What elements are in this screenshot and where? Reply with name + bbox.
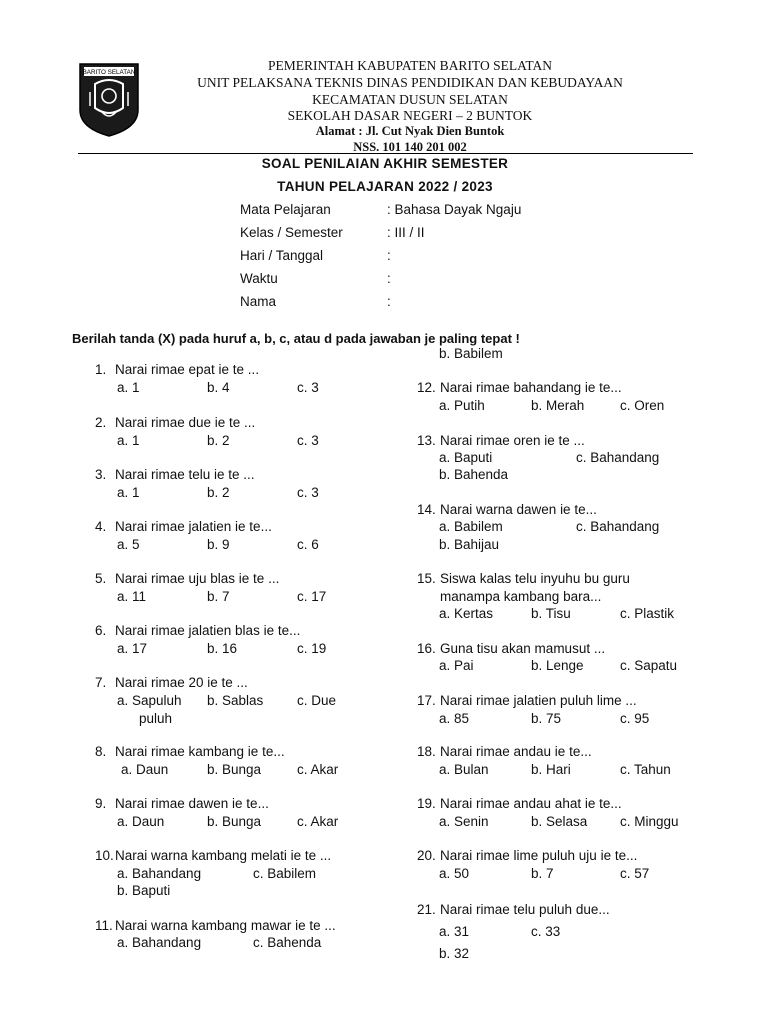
question-text: Narai rimae bahandang ie te... (440, 380, 622, 395)
header-line-4: SEKOLAH DASAR NEGERI – 2 BUNTOK (287, 108, 533, 123)
exam-year: TAHUN PELAJARAN 2022 / 2023 (277, 179, 493, 194)
option-b: b. Merah (531, 398, 585, 413)
question-text: Narai rimae kambang ie te... (115, 744, 285, 759)
question-number: 20. (417, 848, 436, 863)
question-text: Narai warna dawen ie te... (440, 502, 597, 517)
option-c: c. Akar (297, 762, 339, 777)
question-number: 21. (417, 902, 436, 917)
question-text: Narai rimae telu ie te ... (115, 467, 255, 482)
info-label-name: Nama (240, 294, 277, 309)
question-number: 8. (95, 744, 107, 759)
option-a: a. Babilem (439, 519, 503, 534)
option-b: b. 9 (207, 537, 230, 552)
option-c: c. Plastik (620, 606, 675, 621)
option-b: b. 4 (207, 380, 230, 395)
question-number: 17. (417, 693, 436, 708)
option-c: c. 6 (297, 537, 319, 552)
option-a: a. Putih (439, 398, 485, 413)
option-b: b. Bahenda (439, 467, 509, 482)
option-a: a. Sapuluh (117, 693, 182, 708)
question-text: Narai rimae jalatien ie te... (115, 519, 272, 534)
option-c: c. Sapatu (620, 658, 678, 673)
option-c: c. 3 (297, 433, 319, 448)
option-a: a. 11 (117, 589, 147, 604)
question-number: 19. (417, 796, 436, 811)
question-text: Narai warna kambang melati ie te ... (115, 848, 332, 863)
option-b: b. Bunga (207, 814, 262, 829)
option-c: c. Bahenda (253, 935, 322, 950)
question-text: Narai rimae due ie te ... (115, 415, 256, 430)
info-value-subject: : Bahasa Dayak Ngaju (387, 202, 522, 217)
option-c: c. 57 (620, 866, 650, 881)
info-label-date: Hari / Tanggal (240, 248, 324, 263)
option-a: a. 1 (117, 485, 140, 500)
option-b: b. 75 (531, 711, 562, 726)
header-address: Alamat : Jl. Cut Nyak Dien Buntok (315, 124, 505, 138)
question-text: Siswa kalas telu inyuhu bu guru (440, 571, 630, 586)
info-value-name: : (387, 294, 391, 309)
option-c: c. Bahandang (576, 519, 660, 534)
header-divider (78, 153, 693, 154)
instruction-text: Berilah tanda (X) pada huruf a, b, c, atau d pada jawaban je paling tepat ! (72, 331, 520, 346)
option-a: a. Bahandang (117, 935, 202, 950)
option-c: c. 95 (620, 711, 650, 726)
option-a: a. Daun (117, 814, 165, 829)
info-value-time: : (387, 271, 391, 286)
option-c: c. 3 (297, 380, 319, 395)
option-a: a. Daun (121, 762, 169, 777)
question-text: Narai rimae dawen ie te... (115, 796, 269, 811)
question-number: 5. (95, 571, 107, 586)
option-c: c. Minggu (620, 814, 679, 829)
question-number: 11. (95, 918, 113, 933)
option-a: a. Baputi (439, 450, 493, 465)
option-a: a. Senin (439, 814, 489, 829)
option-a: a. 5 (117, 537, 140, 552)
option-b: b. 7 (531, 866, 554, 881)
option-c: c. Bahandang (576, 450, 660, 465)
option-a: a. Kertas (439, 606, 494, 621)
option-c: c. Akar (297, 814, 339, 829)
question-text: Narai rimae andau ie te... (440, 744, 592, 759)
option-c: c. 19 (297, 641, 327, 656)
option-a: a. Bulan (439, 762, 489, 777)
question-text: Narai rimae epat ie te ... (115, 362, 260, 377)
question-number: 10. (95, 848, 114, 863)
option-b: b. Lenge (531, 658, 584, 673)
header-line-1: PEMERINTAH KABUPATEN BARITO SELATAN (268, 58, 552, 73)
option-b: b. Tisu (531, 606, 571, 621)
option-c: c. Oren (620, 398, 665, 413)
svg-text:BARITO SELATAN: BARITO SELATAN (82, 69, 136, 77)
option-b: b. 2 (207, 433, 230, 448)
option-b: b. Babilem (439, 346, 503, 361)
info-label-subject: Mata Pelajaran (240, 202, 331, 217)
option-c: c. 3 (297, 485, 319, 500)
question-text: Narai rimae jalatien blas ie te... (115, 623, 301, 638)
question-number: 14. (417, 502, 436, 517)
option-c: c. Babilem (253, 866, 317, 881)
question-number: 15. (417, 571, 436, 586)
info-value-class: : III / II (387, 225, 425, 240)
info-label-time: Waktu (240, 271, 278, 286)
option-b: b. Sablas (207, 693, 264, 708)
question-number: 13. (417, 433, 436, 448)
option-b: b. Baputi (117, 883, 171, 898)
question-text: Narai rimae andau ahat ie te... (440, 796, 622, 811)
header-nss: NSS. 101 140 201 002 (353, 140, 467, 154)
question-text: Narai rimae jalatien puluh lime ... (440, 693, 637, 708)
question-text: Narai rimae telu puluh due... (440, 902, 610, 917)
question-number: 16. (417, 641, 436, 656)
option-b: b. Hari (531, 762, 571, 777)
question-number: 4. (95, 519, 107, 534)
question-text: Narai warna kambang mawar ie te ... (115, 918, 336, 933)
option-c: c. 17 (297, 589, 327, 604)
option-c: c. Tahun (620, 762, 671, 777)
option-a-continued: puluh (139, 711, 173, 726)
question-text: Narai rimae oren ie te ... (440, 433, 585, 448)
question-number: 3. (95, 467, 107, 482)
option-a: a. Pai (439, 658, 474, 673)
option-b: b. 7 (207, 589, 230, 604)
option-b: b. 16 (207, 641, 238, 656)
option-c: c. Due (297, 693, 337, 708)
option-a: a. 1 (117, 380, 140, 395)
option-a: a. 1 (117, 433, 140, 448)
exam-title: SOAL PENILAIAN AKHIR SEMESTER (261, 156, 509, 171)
question-number: 6. (95, 623, 107, 638)
question-number: 12. (417, 380, 436, 395)
option-a: a. 31 (439, 924, 470, 939)
option-b: b. Bahijau (439, 537, 500, 552)
question-text: Narai rimae 20 ie te ... (115, 675, 248, 690)
option-b: b. Selasa (531, 814, 588, 829)
info-label-class: Kelas / Semester (240, 225, 343, 240)
question-number: 9. (95, 796, 107, 811)
option-b: b. Bunga (207, 762, 262, 777)
question-number: 2. (95, 415, 107, 430)
question-number: 18. (417, 744, 436, 759)
question-text: Narai rimae lime puluh uju ie te... (440, 848, 638, 863)
option-a: a. 17 (117, 641, 148, 656)
info-value-date: : (387, 248, 391, 263)
option-a: a. 85 (439, 711, 470, 726)
question-text: Narai rimae uju blas ie te ... (115, 571, 280, 586)
question-text-continued: manampa kambang bara... (440, 589, 602, 604)
option-a: a. Bahandang (117, 866, 202, 881)
option-b: b. 32 (439, 946, 470, 961)
option-b: b. 2 (207, 485, 230, 500)
header-line-3: KECAMATAN DUSUN SELATAN (312, 92, 508, 107)
question-number: 1. (95, 362, 107, 377)
option-a: a. 50 (439, 866, 470, 881)
option-c: c. 33 (531, 924, 561, 939)
header-line-2: UNIT PELAKSANA TEKNIS DINAS PENDIDIKAN DAN KEBUDAYAAN (197, 75, 623, 90)
question-text: Guna tisu akan mamusut ... (440, 641, 606, 656)
question-number: 7. (95, 675, 107, 690)
